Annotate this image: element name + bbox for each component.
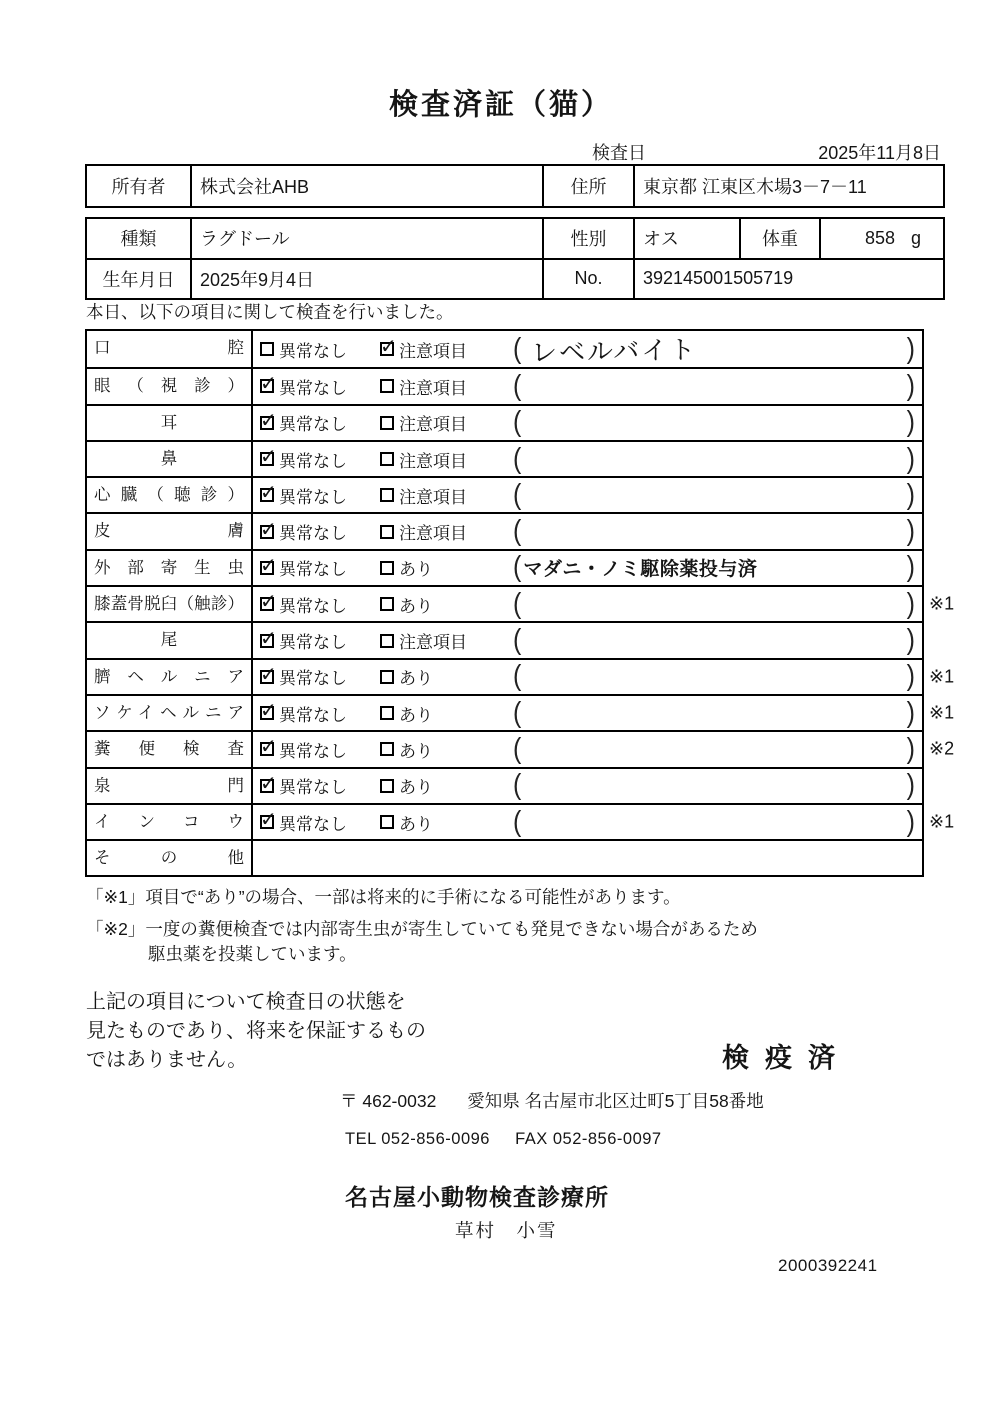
exam-item-label: 糞便検査 bbox=[87, 732, 253, 766]
checkbox-label: あり bbox=[399, 778, 433, 798]
note-area bbox=[513, 769, 922, 802]
paren-close: ) bbox=[906, 478, 915, 511]
veterinarian-name: 草村 小雪 bbox=[455, 1220, 558, 1241]
exam-row bbox=[87, 404, 922, 440]
checkbox-label: 異常なし bbox=[279, 778, 347, 798]
checkbox-checked-icon bbox=[260, 561, 274, 575]
checkbox-group bbox=[253, 737, 380, 762]
checkbox-group bbox=[380, 628, 513, 653]
disclaimer-line-2: 見たものであり、将来を保証するもの bbox=[86, 1020, 426, 1042]
checkbox-group bbox=[380, 555, 513, 580]
checkbox-label: あり bbox=[399, 669, 433, 689]
checkbox-label: 異常なし bbox=[279, 341, 347, 361]
clinic-address-line bbox=[340, 1088, 764, 1113]
checkbox-label: 異常なし bbox=[279, 451, 347, 471]
paren-open: ( bbox=[513, 406, 522, 439]
checkbox-label: 異常なし bbox=[279, 814, 347, 834]
note-area bbox=[513, 660, 922, 693]
paren-open: ( bbox=[513, 587, 522, 620]
exam-item-label: 泉門 bbox=[87, 769, 253, 803]
note-area bbox=[513, 587, 922, 620]
exam-row bbox=[87, 440, 922, 476]
footnote-mark: ※1 bbox=[929, 593, 955, 614]
footnote-mark: ※1 bbox=[929, 666, 955, 687]
note-area bbox=[513, 478, 922, 511]
exam-item-label: 外部寄生虫 bbox=[87, 551, 253, 585]
exam-row bbox=[87, 512, 922, 548]
sex-label: 性別 bbox=[542, 219, 633, 258]
paren-close: ) bbox=[906, 769, 915, 802]
clinic-postal-code: 〒 462-0032 bbox=[340, 1091, 437, 1111]
exam-row-body bbox=[253, 442, 922, 476]
checkbox-unchecked-icon bbox=[380, 488, 394, 502]
paren-close: ) bbox=[906, 696, 915, 729]
exam-row bbox=[87, 585, 955, 621]
weight-value: 858 bbox=[864, 227, 895, 248]
exam-note: レベルバイト bbox=[531, 334, 698, 368]
note-area bbox=[513, 805, 922, 838]
footnote-mark: ※2 bbox=[929, 738, 955, 759]
checkbox-checked-icon bbox=[260, 815, 274, 829]
exam-row bbox=[87, 694, 955, 730]
exam-row-body bbox=[253, 551, 922, 585]
checkbox-label: 異常なし bbox=[279, 560, 347, 580]
checkbox-label: あり bbox=[399, 705, 433, 725]
checkbox-group bbox=[253, 410, 380, 435]
breed-label: 種類 bbox=[120, 229, 157, 250]
exam-row bbox=[87, 549, 922, 585]
checkbox-unchecked-icon bbox=[380, 742, 394, 756]
footnote-2-line-2: 駆虫薬を投薬しています。 bbox=[148, 944, 357, 964]
exam-item-label: 皮膚 bbox=[87, 514, 253, 548]
checkbox-label: 注意項目 bbox=[399, 451, 467, 471]
disclaimer-text bbox=[86, 988, 426, 1075]
paren-close: ) bbox=[906, 551, 915, 584]
checkbox-label: 異常なし bbox=[279, 669, 347, 689]
exam-item-label: 臍ヘルニア bbox=[87, 660, 253, 694]
checkbox-label: 異常なし bbox=[279, 524, 347, 544]
exam-row-body bbox=[253, 805, 922, 839]
checkbox-unchecked-icon bbox=[380, 416, 394, 430]
note-area bbox=[513, 331, 922, 368]
checkbox-unchecked-icon bbox=[380, 525, 394, 539]
checkbox-group bbox=[253, 664, 380, 689]
serial-number: 2000392241 bbox=[778, 1256, 878, 1275]
checkbox-group bbox=[253, 810, 380, 835]
exam-row-body bbox=[253, 406, 922, 440]
checkbox-group bbox=[380, 737, 513, 762]
checkbox-group bbox=[380, 519, 513, 544]
paren-close: ) bbox=[906, 406, 915, 439]
exam-row bbox=[87, 621, 922, 657]
checkbox-group bbox=[380, 773, 513, 798]
clinic-fax: FAX 052-856-0097 bbox=[515, 1130, 662, 1148]
exam-row-body bbox=[253, 769, 922, 803]
exam-row bbox=[87, 767, 922, 803]
checkbox-group bbox=[253, 628, 380, 653]
checkbox-label: 注意項目 bbox=[399, 415, 467, 435]
exam-item-label: 尾 bbox=[87, 623, 253, 657]
exam-row bbox=[87, 331, 922, 367]
exam-row bbox=[87, 476, 922, 512]
checkbox-group bbox=[380, 374, 513, 399]
checkbox-checked-icon bbox=[260, 379, 274, 393]
checkbox-checked-icon bbox=[260, 597, 274, 611]
checkbox-group bbox=[380, 410, 513, 435]
owner-table bbox=[85, 164, 945, 208]
id-number-value: 392145001505719 bbox=[633, 260, 943, 299]
exam-row-body bbox=[253, 696, 922, 730]
weight-label: 体重 bbox=[739, 219, 819, 258]
checkbox-unchecked-icon bbox=[260, 342, 274, 356]
note-area bbox=[513, 696, 922, 729]
paren-open: ( bbox=[513, 478, 522, 511]
owner-value: 株式会社AHB bbox=[190, 166, 542, 206]
owner-label: 所有者 bbox=[111, 177, 166, 197]
exam-item-label: 耳 bbox=[87, 406, 253, 440]
paren-open: ( bbox=[513, 442, 522, 475]
checkbox-label: 注意項目 bbox=[399, 378, 467, 398]
checkbox-label: 異常なし bbox=[279, 415, 347, 435]
checkbox-label: 異常なし bbox=[279, 378, 347, 398]
clinic-name: 名古屋小動物検査診療所 bbox=[345, 1184, 609, 1210]
exam-row bbox=[87, 658, 955, 694]
checkbox-unchecked-icon bbox=[380, 670, 394, 684]
checkbox-label: 異常なし bbox=[279, 487, 347, 507]
exam-item-label: 膝蓋骨脱臼（触診） bbox=[87, 587, 253, 621]
checkbox-checked-icon bbox=[260, 525, 274, 539]
checkbox-group bbox=[253, 447, 380, 472]
checkbox-checked-icon bbox=[260, 488, 274, 502]
checkbox-checked-icon bbox=[260, 779, 274, 793]
exam-row-body bbox=[253, 478, 922, 512]
checkbox-group bbox=[253, 337, 380, 362]
exam-item-label: インコウ bbox=[87, 805, 253, 839]
weight-unit: g bbox=[910, 227, 921, 248]
paren-open: ( bbox=[513, 696, 522, 729]
paren-open: ( bbox=[513, 514, 522, 548]
paren-close: ) bbox=[906, 514, 915, 548]
weight-cell bbox=[819, 219, 943, 258]
checkbox-group bbox=[380, 447, 513, 472]
exam-row-body bbox=[253, 514, 922, 548]
checkbox-label: 注意項目 bbox=[399, 524, 467, 544]
checkbox-checked-icon bbox=[260, 634, 274, 648]
footnote-mark: ※1 bbox=[929, 702, 955, 723]
owner-table-row bbox=[87, 166, 943, 206]
clinic-address: 愛知県 名古屋市北区辻町5丁目58番地 bbox=[467, 1091, 764, 1111]
checkbox-checked-icon bbox=[380, 342, 394, 356]
birthdate-label: 生年月日 bbox=[102, 269, 175, 290]
clinic-contact-line bbox=[345, 1130, 662, 1149]
document-title: 検査済証（猫） bbox=[388, 89, 613, 121]
inspection-date-label: 検査日 bbox=[592, 143, 646, 163]
checkbox-group bbox=[253, 555, 380, 580]
address-value: 東京都 江東区木場3－7－11 bbox=[633, 166, 943, 206]
paren-close: ) bbox=[906, 623, 915, 657]
id-number-label: No. bbox=[542, 260, 633, 299]
checkbox-label: あり bbox=[399, 560, 433, 580]
checkbox-group bbox=[253, 701, 380, 726]
paren-open: ( bbox=[513, 332, 522, 365]
paren-close: ) bbox=[906, 805, 915, 838]
exam-item-label: 鼻 bbox=[87, 442, 253, 476]
exam-item-label: 心臓（聴診） bbox=[87, 478, 253, 512]
paren-close: ) bbox=[906, 369, 915, 402]
clinic-tel: TEL 052-856-0096 bbox=[345, 1130, 490, 1148]
inspection-date-line bbox=[85, 139, 941, 163]
birthdate-value: 2025年9月4日 bbox=[190, 260, 542, 299]
checkbox-checked-icon bbox=[260, 742, 274, 756]
note-area bbox=[513, 369, 922, 402]
paren-close: ) bbox=[906, 660, 915, 693]
quarantine-stamp: 検疫済 bbox=[722, 1043, 851, 1073]
paren-open: ( bbox=[513, 805, 522, 838]
checkbox-label: 異常なし bbox=[279, 705, 347, 725]
checkbox-unchecked-icon bbox=[380, 379, 394, 393]
checkbox-label: 異常なし bbox=[279, 741, 347, 761]
checkbox-group bbox=[380, 337, 513, 362]
exam-row-body bbox=[253, 587, 922, 621]
exam-item-label: 口腔 bbox=[87, 331, 253, 367]
disclaimer-line-1: 上記の項目について検査日の状態を bbox=[86, 991, 406, 1013]
checkbox-group bbox=[253, 519, 380, 544]
paren-open: ( bbox=[513, 769, 522, 802]
checkbox-unchecked-icon bbox=[380, 561, 394, 575]
footnote-2-line-1: 「※2」一度の糞便検査では内部寄生虫が寄生していても発見できない場合があるため bbox=[86, 919, 758, 939]
note-area bbox=[513, 442, 922, 475]
exam-row-body bbox=[253, 369, 922, 403]
checkbox-unchecked-icon bbox=[380, 779, 394, 793]
checkbox-label: あり bbox=[399, 814, 433, 834]
paren-open: ( bbox=[513, 732, 522, 765]
checkbox-group bbox=[380, 592, 513, 617]
breed-value: ラグドール bbox=[190, 219, 542, 258]
checkbox-label: あり bbox=[399, 596, 433, 616]
note-area bbox=[513, 514, 922, 548]
checkbox-unchecked-icon bbox=[380, 706, 394, 720]
paren-close: ) bbox=[906, 732, 915, 765]
exam-table bbox=[85, 329, 955, 877]
exam-item-label: 眼（視診） bbox=[87, 369, 253, 403]
inspection-date-value: 2025年11月8日 bbox=[818, 143, 941, 163]
sex-value: オス bbox=[633, 219, 739, 258]
disclaimer-line-3: ではありません。 bbox=[86, 1049, 248, 1071]
checkbox-group bbox=[253, 483, 380, 508]
exam-row-body bbox=[253, 331, 922, 367]
checkbox-group bbox=[253, 592, 380, 617]
checkbox-group bbox=[380, 483, 513, 508]
checkbox-checked-icon bbox=[260, 416, 274, 430]
paren-open: ( bbox=[513, 369, 522, 402]
exam-row bbox=[87, 803, 955, 839]
address-label: 住所 bbox=[542, 166, 633, 206]
checkbox-label: 注意項目 bbox=[399, 633, 467, 653]
paren-close: ) bbox=[906, 587, 915, 620]
exam-row-body bbox=[253, 732, 922, 766]
exam-row-body bbox=[253, 841, 922, 875]
paren-open: ( bbox=[513, 623, 522, 657]
footnote-mark: ※1 bbox=[929, 811, 955, 832]
checkbox-unchecked-icon bbox=[380, 634, 394, 648]
intro-text: 本日、以下の項目に関して検査を行いました。 bbox=[86, 302, 454, 322]
pet-table-row-2 bbox=[87, 258, 943, 299]
exam-item-label: ソケイヘルニア bbox=[87, 696, 253, 730]
checkbox-label: 注意項目 bbox=[399, 487, 467, 507]
checkbox-label: 異常なし bbox=[279, 596, 347, 616]
exam-item-label: その他 bbox=[87, 841, 253, 875]
pet-table bbox=[85, 217, 945, 300]
checkbox-checked-icon bbox=[260, 706, 274, 720]
exam-row-body bbox=[253, 660, 922, 694]
checkbox-unchecked-icon bbox=[380, 452, 394, 466]
checkbox-checked-icon bbox=[260, 670, 274, 684]
note-area bbox=[513, 551, 922, 584]
exam-row bbox=[87, 367, 922, 403]
checkbox-group bbox=[380, 664, 513, 689]
paren-open: ( bbox=[513, 551, 522, 584]
exam-row bbox=[87, 730, 955, 766]
note-area bbox=[513, 623, 922, 657]
checkbox-group bbox=[380, 701, 513, 726]
checkbox-label: 注意項目 bbox=[399, 341, 467, 361]
checkbox-label: あり bbox=[399, 741, 433, 761]
note-area bbox=[513, 732, 922, 765]
exam-note: マダニ・ノミ駆除薬投与済 bbox=[523, 559, 758, 581]
paren-close: ) bbox=[906, 332, 915, 365]
exam-row-body bbox=[253, 623, 922, 657]
checkbox-group bbox=[253, 374, 380, 399]
checkbox-unchecked-icon bbox=[380, 815, 394, 829]
checkbox-group bbox=[253, 773, 380, 798]
exam-row bbox=[87, 839, 922, 875]
note-area bbox=[513, 406, 922, 439]
footnote-1: 「※1」項目で“あり”の場合、一部は将来的に手術になる可能性があります。 bbox=[86, 887, 681, 907]
paren-close: ) bbox=[906, 442, 915, 475]
paren-open: ( bbox=[513, 660, 522, 693]
checkbox-label: 異常なし bbox=[279, 633, 347, 653]
pet-table-row-1 bbox=[87, 219, 943, 258]
checkbox-unchecked-icon bbox=[380, 597, 394, 611]
checkbox-group bbox=[380, 810, 513, 835]
checkbox-checked-icon bbox=[260, 452, 274, 466]
